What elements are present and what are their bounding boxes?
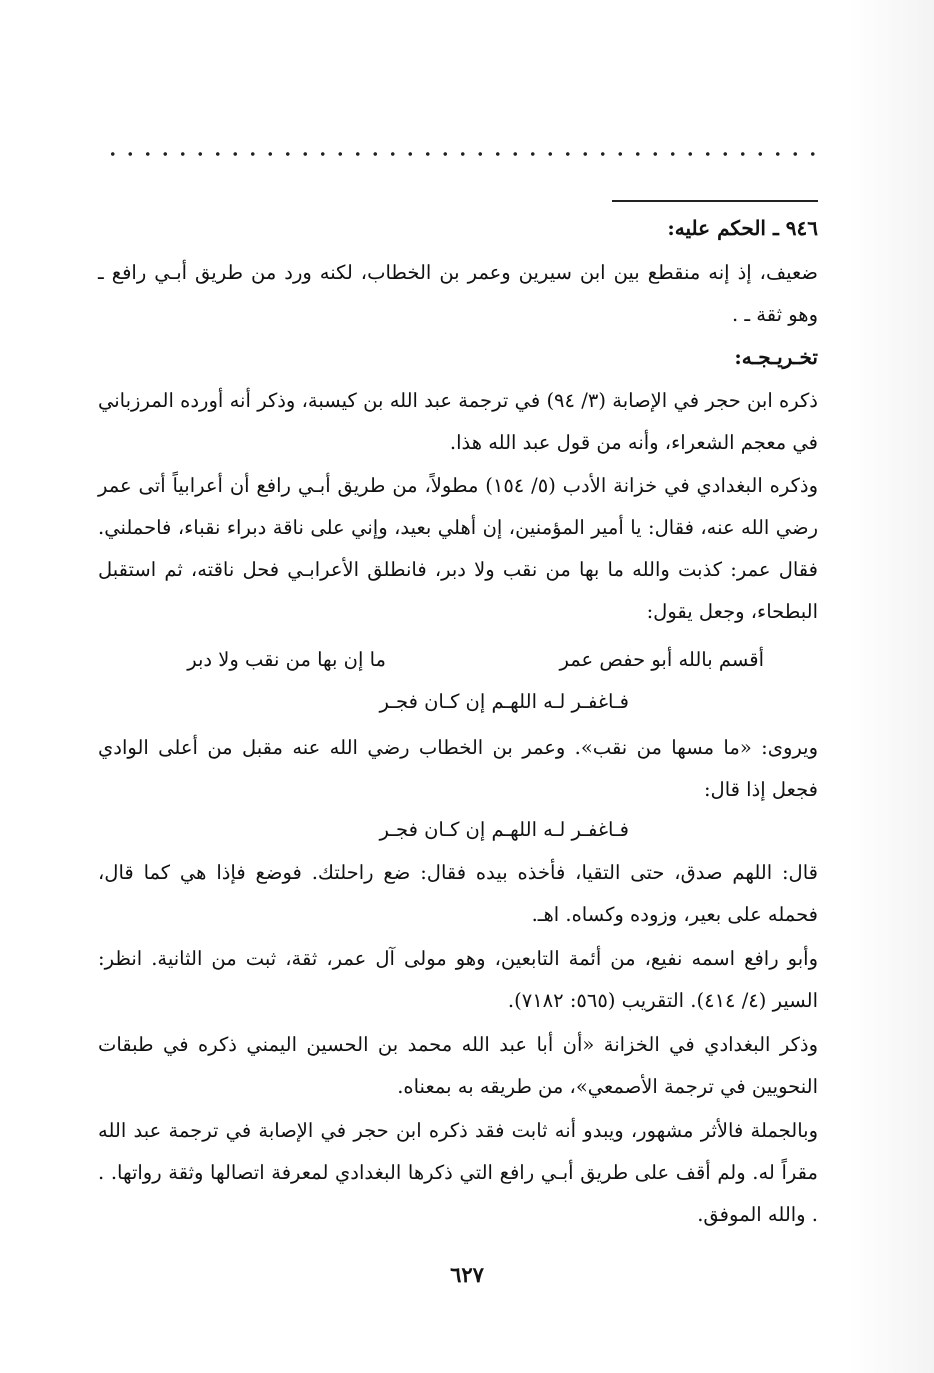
page-number: ٦٢٧	[450, 1262, 484, 1287]
section-heading: ٩٤٦ ـ الحكم عليه:	[667, 216, 818, 240]
verse-3: فـاغفـر لـه اللهـم إن كـان فجـر	[379, 818, 629, 841]
paragraph-6: وذكر البغدادي في الخزانة «أن أبا عبد الله محمد بن الحسين اليمني ذكره في طبقات النحويين في ترجمة الأصمعي»، من طريقه به بمعناه.	[98, 1033, 818, 1098]
dotted-separator	[104, 150, 820, 158]
paragraph-4: قال: اللهم صدق، حتى التقيا، فأخذه بيده فقال: ضع راحلتك. فوضع فإذا هي كما قال، فحمله على بعير، وزوده وكساه. اهـ.	[98, 861, 818, 926]
paragraph-7: وبالجملة فالأثر مشهور، ويبدو أنه ثابت فقد ذكره ابن حجر في الإصابة في ترجمة عبد الله مقراً له. ولم أقف على طريق أبـي رافع التي ذكرها البغدادي لمعرفة اتصالها وثقة رواتها. . . والله الموفق.	[98, 1119, 818, 1226]
page-edge-shadow	[848, 0, 934, 1373]
paragraph-2: وذكره البغدادي في خزانة الأدب (٥/ ١٥٤) مطولاً، من طريق أبـي رافع أن أعرابياً أتى عمر رضي الله عنه، فقال: يا أمير المؤمنين، إن أهلي بعيد، وإني على ناقة دبراء نقباء، فاحملني. فقال عمر: كذبت والله ما بها من نقب ولا دبر، فانطلق الأعرابـي فحل ناقته، ثم استقبل البطحاء، وجعل يقول:	[98, 474, 818, 623]
paragraph-5: وأبو رافع اسمه نفيع، من أئمة التابعين، وهو مولى آل عمر، ثقة، ثبت من الثانية. انظر: السير (٤/ ٤١٤). التقريب (٥٦٥: ٧١٨٢).	[98, 947, 818, 1012]
verse-1-second-hemistich: ما إن بها من نقب ولا دبر	[187, 648, 386, 671]
paragraph-1: ذكره ابن حجر في الإصابة (٣/ ٩٤) في ترجمة عبد الله بن كيسبة، وذكر أنه أورده المرزباني في معجم الشعراء، وأنه من قول عبد الله هذا.	[98, 389, 818, 454]
takhrij-heading: تخـريـجـه:	[734, 345, 818, 369]
verse-1-first-hemistich: أقسم بالله أبو حفص عمر	[559, 648, 764, 671]
verse-2: فـاغفـر لـه اللهـم إن كـان فجـر	[379, 690, 629, 713]
footnote-rule	[612, 200, 818, 202]
paragraph-3: ويروى: «ما مسها من نقب». وعمر بن الخطاب رضي الله عنه مقبل من أعلى الوادي فجعل إذا قال:	[98, 736, 818, 801]
ruling-paragraph: ضعيف، إذ إنه منقطع بين ابن سيرين وعمر بن الخطاب، لكنه ورد من طريق أبـي رافع ـ وهو ثقة ـ .	[98, 261, 818, 326]
